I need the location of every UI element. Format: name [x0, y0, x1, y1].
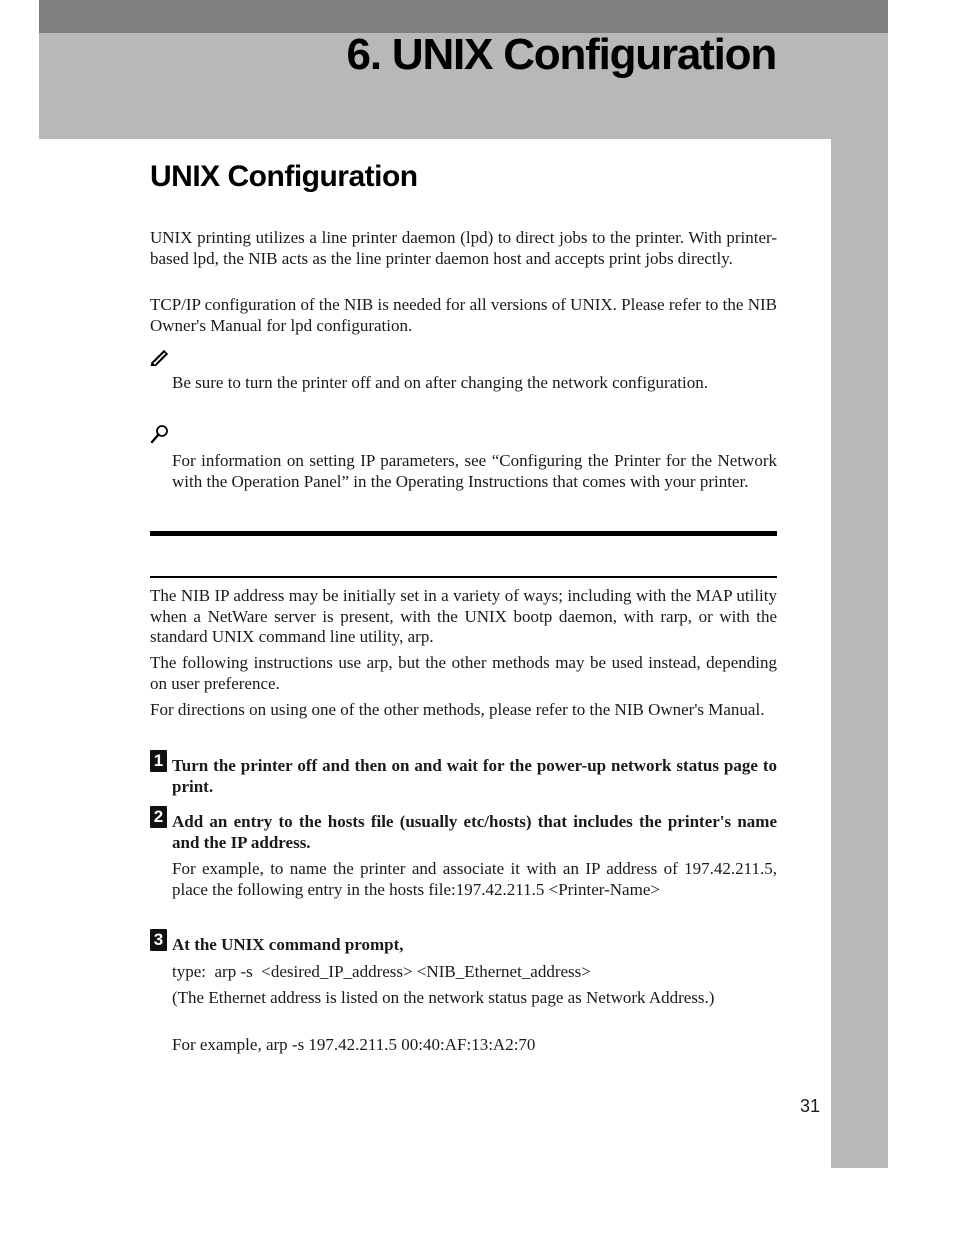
step-3-note: (The Ethernet address is listed on the network status page as Network Address.): [172, 988, 715, 1007]
intro-paragraph-2: TCP/IP configuration of the NIB is needed for all versions of UNIX. Please refer to the NIB Owner's Manual for lpd configuration.: [150, 295, 777, 335]
step-2-number: 2: [150, 806, 167, 828]
step-1-number: 1: [150, 750, 167, 772]
page-number: 31: [800, 1096, 821, 1116]
step-3-command: type: arp -s <desired_IP_address> <NIB_Ethernet_address>: [172, 962, 591, 981]
body-paragraph-2: The following instructions use arp, but the other methods may be used instead, depending on user preference.: [150, 653, 777, 693]
page-edge-band: [831, 139, 888, 1168]
header-top-strip: [39, 0, 888, 33]
section-rule-thick: [150, 531, 777, 536]
section-rule-thin: [150, 576, 777, 578]
chapter-title: 6. UNIX Configuration: [346, 30, 776, 79]
body-paragraph-1: The NIB IP address may be initially set in a variety of ways; including with the MAP utility when a NetWare server is present, with the UNIX bootp daemon, with rarp, or with the standard UNIX command line utility, arp.: [150, 586, 777, 646]
step-3-example: For example, arp -s 197.42.211.5 00:40:AF:13:A2:70: [172, 1035, 536, 1054]
magnifier-icon: [150, 424, 170, 449]
step-2-detail: For example, to name the printer and associate it with an IP address of 197.42.211.5, place the following entry in the hosts file:197.42.211.5 <Printer-Name>: [172, 859, 777, 899]
body-paragraph-3: For directions on using one of the other methods, please refer to the NIB Owner's Manual.: [150, 700, 765, 719]
intro-paragraph-1: UNIX printing utilizes a line printer daemon (lpd) to direct jobs to the printer. With printer-based lpd, the NIB acts as the line printer daemon host and accepts print jobs directly.: [150, 228, 777, 268]
reference-text: For information on setting IP parameters, see “Configuring the Printer for the Network with the Operation Panel” in the Operating Instructions that comes with your printer.: [172, 451, 777, 491]
step-1-heading: Turn the printer off and then on and wait for the power-up network status page to print.: [172, 756, 777, 796]
note-text: Be sure to turn the printer off and on after changing the network configuration.: [172, 373, 708, 392]
pencil-note-icon: [150, 348, 170, 371]
step-2-heading: Add an entry to the hosts file (usually etc/hosts) that includes the printer's name and the IP address.: [172, 812, 777, 852]
section-title: UNIX Configuration: [150, 160, 418, 193]
step-3-heading: At the UNIX command prompt,: [172, 935, 404, 954]
step-3-number: 3: [150, 929, 167, 951]
